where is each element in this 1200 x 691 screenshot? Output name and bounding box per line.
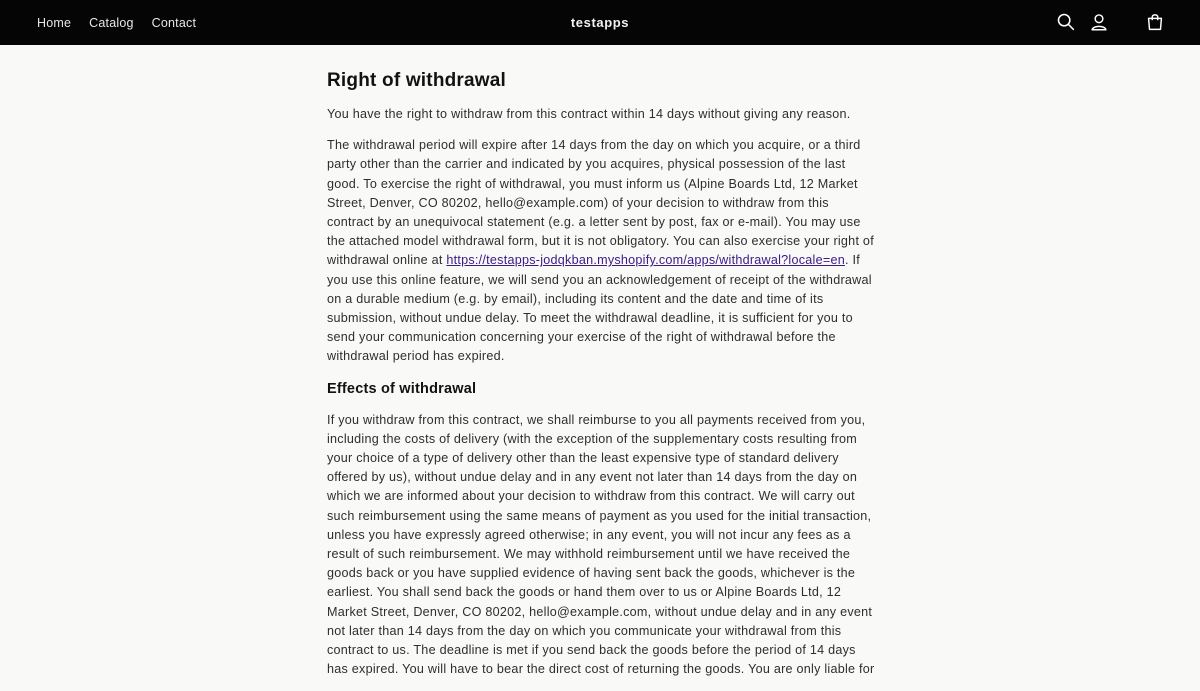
- nav-home-link[interactable]: Home: [37, 15, 72, 30]
- policy-content: [327, 60, 877, 691]
- withdrawal-link[interactable]: https://testapps-jodqkban.myshopify.com/apps/withdrawal?locale=en: [446, 253, 845, 268]
- search-button[interactable]: [1055, 11, 1077, 33]
- account-button[interactable]: [1088, 11, 1110, 33]
- search-icon: [1055, 11, 1077, 33]
- store-logo-text[interactable]: testapps: [570, 15, 630, 30]
- cart-icon: [1144, 11, 1166, 33]
- nav-catalog-link[interactable]: Catalog: [89, 15, 134, 30]
- cart-button[interactable]: [1144, 11, 1166, 33]
- nav-contact-link[interactable]: Contact: [151, 15, 197, 30]
- page-title: Right of withdrawal: [327, 70, 507, 91]
- policy-paragraph-2-text-end: . If you use this online feature, we will send you an acknowledgement of receipt of the withdrawal on a durable medium (e.g. by email), including its content and the date and time of its submission, without undue delay. To meet the withdrawal deadline, it is sufficient for you to send your communication concerning your exercise of the right of withdrawal before the withdrawal period has expired.: [327, 253, 872, 364]
- section-heading-effects: Effects of withdrawal: [327, 380, 477, 397]
- account-icon: [1088, 11, 1110, 33]
- policy-paragraph-2-text: The withdrawal period will expire after 14 days from the day on which you acquire, or a third party other than the carrier and indicated by you acquires, physical possession of the last good. To exercise the right of withdrawal, you must inform us (Alpine Boards Ltd, 12 Market Street, Denver, CO 80202, hello@example.com) of your decision to withdraw from this contract by an unequivocal statement (e.g. a letter sent by post, fax or e-mail). You may use the attached model withdrawal form, but it is not obligatory. You can also exercise your right of withdrawal online at: [327, 138, 874, 268]
- policy-paragraph-3: If you withdraw from this contract, we shall reimburse to you all payments received from you, including the costs of delivery (with the exception of the supplementary costs resulting from your choice of a type of delivery other than the least expensive type of standard delivery offered by us), without undue delay and in any event not later than 14 days from the day on which we are informed about your decision to withdraw from this contract. We will carry out such reimbursement using the same means of payment as you used for the initial transaction, unless you have expressly agreed otherwise; in any event, you will not incur any fees as a result of such reimbursement. We may withhold reimbursement until we have received the goods back or you have supplied evidence of having sent back the goods, whichever is the earliest. You shall send back the goods or hand them over to us or Alpine Boards Ltd, 12 Market Street, Denver, CO 80202, hello@example.com, without undue delay and in any event not later than 14 days from the day on which you communicate your withdrawal from this contract to us. The deadline is met if you send back the goods before the period of 14 days has expired. You will have to bear the direct cost of returning the goods. You are only liable for: [327, 412, 875, 677]
- policy-paragraph-1: You have the right to withdraw from this contract within 14 days without giving any reason.: [327, 107, 851, 121]
- site-header: [0, 0, 1200, 45]
- main-nav: [37, 0, 214, 45]
- policy-paragraph-2: [327, 136, 877, 366]
